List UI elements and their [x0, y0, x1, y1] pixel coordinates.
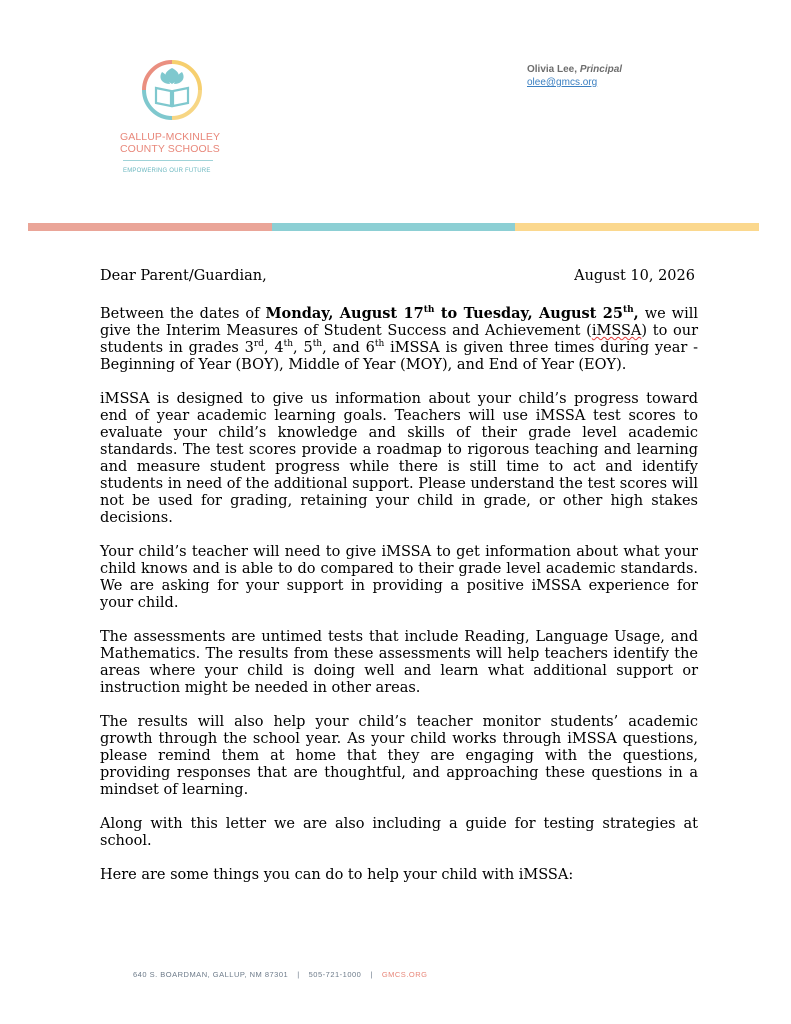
principal-name: Olivia Lee, Principal	[527, 64, 623, 75]
paragraph-1: Between the dates of Monday, August 17th to Tuesday, August 25th, we will give the Interim Measures of Student Success and Achievement (iMSSA) to our students in grades 3rd, 4th, 5th, and 6th iMSSA is given three times during year - Beginning of Year (BOY), Middle of Year (MOY), and End of Year (EOY).	[100, 305, 699, 373]
color-bar-coral	[28, 223, 272, 231]
school-name-line1: GALLUP-MCKINLEY	[120, 131, 221, 143]
test-dates: Monday, August 17th to Tuesday, August 25th,	[265, 305, 639, 322]
color-bar-yellow	[515, 223, 759, 231]
footer-phone: 505-721-1000	[308, 970, 362, 979]
footer-address: 640 S. BOARDMAN, GALLUP, NM 87301	[133, 970, 289, 979]
footer-separator: |	[297, 970, 300, 979]
footer-website-link[interactable]: GMCS.ORG	[381, 970, 428, 979]
school-name	[120, 132, 224, 155]
letter-footer	[133, 970, 427, 979]
paragraph-3: Your child’s teacher will need to give iMSSA to get information about what your child knows and is able to do compared to their grade level academic standards. We are asking for your support in providing a positive iMSSA experience for your child.	[100, 544, 698, 611]
logo-divider	[123, 160, 213, 161]
paragraph-2: iMSSA is designed to give us information about your child’s progress toward end of year academic learning goals. Teachers will use iMSSA test scores to evaluate your child’s knowledge and skills of their grade level academic standards. The test scores provide a roadmap to rigorous teaching and learning and measure student progress while there is still time to act and identify students in need of the additional support. Please understand the test scores will not be used for grading, retaining your child in grade, or other high stakes decisions.	[100, 391, 698, 526]
paragraph-6: Along with this letter we are also including a guide for testing strategies at school.	[100, 816, 698, 849]
paragraph-4: The assessments are untimed tests that include Reading, Language Usage, and Mathematics. The results from these assessments will help teachers identify the areas where your child is doing well and learn what additional support or instruction might be needed in other areas.	[100, 629, 698, 696]
color-bar-teal	[272, 223, 516, 231]
paragraph-5: The results will also help your child’s teacher monitor students’ academic growth through the school year. As your child works through iMSSA questions, please remind them at home that they are engaging with the questions, providing responses that are thoughtful, and approaching these questions in a mindset of learning.	[100, 714, 698, 798]
book-tree-icon	[140, 58, 204, 122]
letter-date: August 10, 2026	[574, 268, 695, 284]
principal-email-link[interactable]: olee@gmcs.org	[527, 77, 598, 88]
school-tagline: EMPOWERING OUR FUTURE	[123, 168, 211, 174]
principal-title: Principal	[579, 64, 623, 75]
school-logo	[120, 58, 230, 183]
paragraph-7: Here are some things you can do to help your child with iMSSA:	[100, 867, 574, 883]
school-name-line2: COUNTY SCHOOLS	[120, 142, 220, 155]
principal-contact	[527, 63, 622, 89]
letterhead-color-bar	[28, 223, 759, 231]
greeting: Dear Parent/Guardian,	[100, 268, 267, 284]
spellcheck-word: iMSSA	[591, 323, 642, 339]
letter-body	[100, 305, 698, 901]
footer-separator: |	[370, 970, 373, 979]
